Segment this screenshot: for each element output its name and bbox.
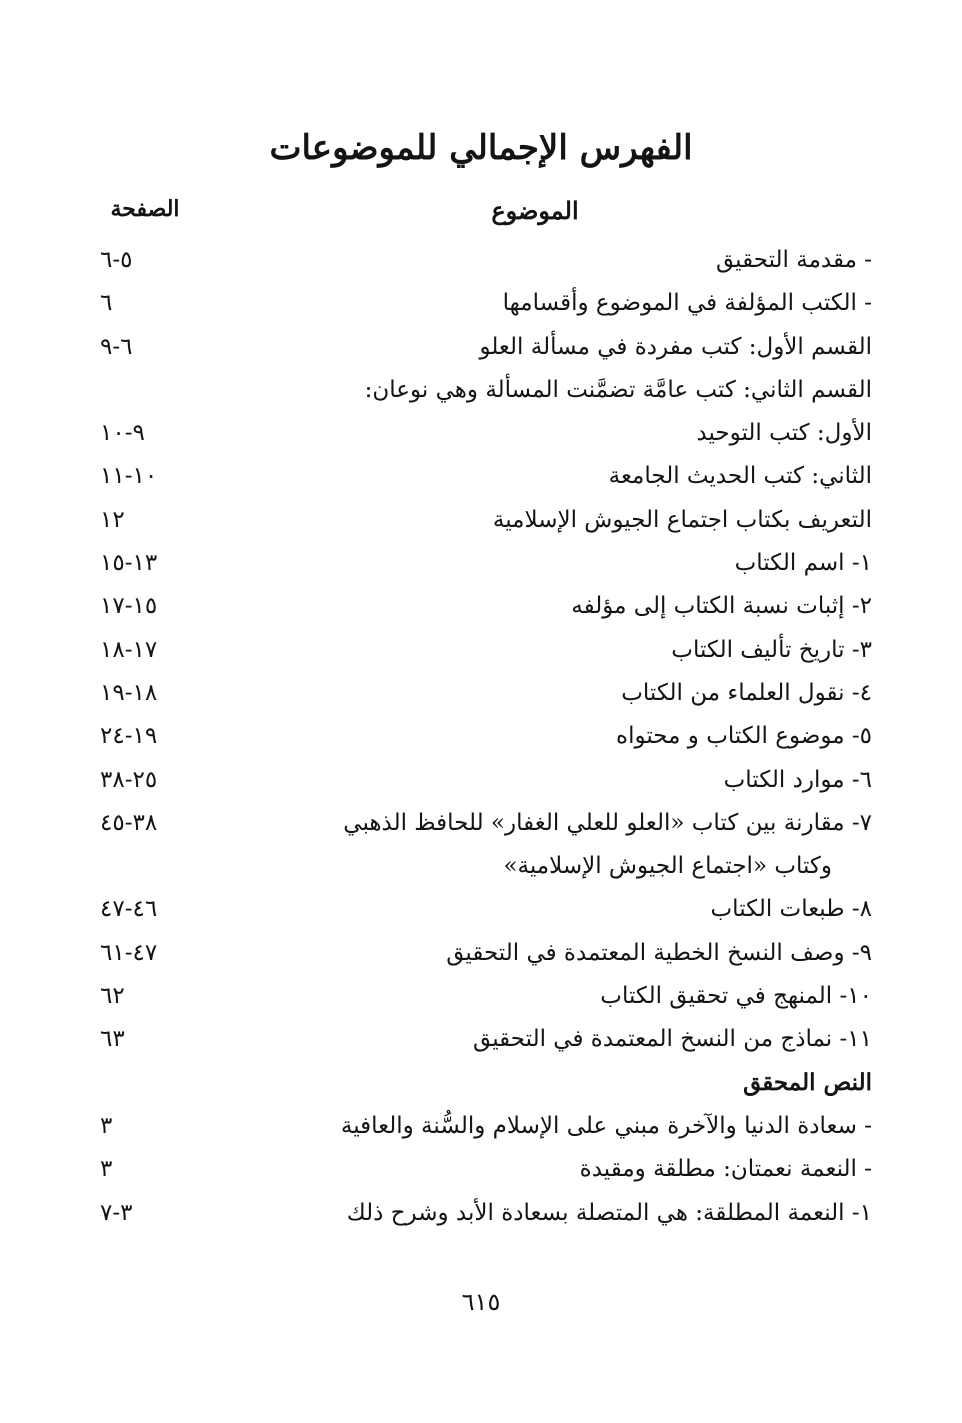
toc-row xyxy=(0,1019,962,1062)
toc-topic: ٥- موضوع الكتاب و محتواه xyxy=(616,723,872,750)
toc-topic: ٩- وصف النسخ الخطية المعتمدة في التحقيق xyxy=(446,939,872,966)
toc-page: ١٣-١٥ xyxy=(100,550,158,577)
toc-row xyxy=(0,846,962,889)
toc-page: ٦ xyxy=(100,290,113,317)
toc-topic: القسم الثاني: كتب عامَّة تضمَّنت المسألة وهي نوعان: xyxy=(364,376,872,403)
page-number: ٦١٥ xyxy=(461,1288,501,1316)
toc-topic: الثاني: كتب الحديث الجامعة xyxy=(608,463,872,490)
toc-page: ٣ xyxy=(100,1112,113,1139)
toc-page: ١٧-١٨ xyxy=(100,636,158,663)
toc-topic: - سعادة الدنيا والآخرة مبني على الإسلام والسُّنة والعافية xyxy=(340,1112,872,1139)
toc-page: ١٢ xyxy=(100,506,125,533)
toc-row xyxy=(0,370,962,413)
toc-topic: النص المحقق xyxy=(743,1068,872,1096)
toc-page: ٥-٦ xyxy=(100,247,133,273)
toc-row xyxy=(0,586,962,629)
toc-row xyxy=(0,413,962,456)
toc-page: ٤٧-٦١ xyxy=(100,939,158,966)
toc-page: ٣٨-٤٥ xyxy=(100,809,158,836)
toc-topic: - الكتب المؤلفة في الموضوع وأقسامها xyxy=(502,290,872,317)
toc-page: ٦٢ xyxy=(100,983,125,1010)
toc-row xyxy=(0,283,962,326)
toc-page: ٤٦-٤٧ xyxy=(100,896,158,923)
toc-topic: ٢- إثبات نسبة الكتاب إلى مؤلفه xyxy=(571,593,872,620)
toc-topic: ١١- نماذج من النسخ المعتمدة في التحقيق xyxy=(473,1026,872,1053)
toc-page: ١٨-١٩ xyxy=(100,679,158,706)
toc-row xyxy=(0,760,962,803)
toc-topic: - النعمة نعمتان: مطلقة ومقيدة xyxy=(579,1156,872,1183)
toc-page: ٦-٩ xyxy=(100,333,133,360)
toc-row xyxy=(0,543,962,586)
toc-row xyxy=(0,1193,962,1236)
toc-row xyxy=(0,500,962,543)
toc-topic: ٨- طبعات الكتاب xyxy=(710,896,872,923)
toc-topic: التعريف بكتاب اجتماع الجيوش الإسلامية xyxy=(492,506,872,533)
toc-topic: ١- اسم الكتاب xyxy=(734,550,872,577)
toc-list xyxy=(0,240,962,1236)
toc-topic: ٣- تاريخ تأليف الكتاب xyxy=(671,636,872,663)
toc-page: ١٩-٢٤ xyxy=(100,723,158,750)
toc-row xyxy=(0,933,962,976)
toc-page: ٩-١٠ xyxy=(100,420,145,447)
toc-row xyxy=(0,456,962,499)
toc-topic: ٦- موارد الكتاب xyxy=(723,766,872,793)
toc-topic: - مقدمة التحقيق xyxy=(715,247,872,273)
topic-column-header: الموضوع xyxy=(491,196,579,225)
toc-row xyxy=(0,1149,962,1192)
toc-row xyxy=(0,889,962,932)
toc-row xyxy=(0,327,962,370)
toc-topic: القسم الأول: كتب مفردة في مسألة العلو xyxy=(479,333,872,360)
toc-page: ١٥-١٧ xyxy=(100,593,158,620)
toc-page: ٦٣ xyxy=(100,1026,125,1053)
toc-page: ٣-٧ xyxy=(100,1199,133,1226)
toc-topic: ٧- مقارنة بين كتاب «العلو للعلي الغفار» للحافظ الذهبي xyxy=(343,809,872,836)
toc-page: ٣ xyxy=(100,1156,113,1183)
toc-topic: ١٠- المنهج في تحقيق الكتاب xyxy=(600,983,872,1010)
toc-row xyxy=(0,673,962,716)
page-column-header: الصفحة xyxy=(110,196,180,222)
toc-row xyxy=(0,716,962,759)
toc-page: ١٠-١١ xyxy=(100,463,158,490)
toc-row xyxy=(0,803,962,846)
toc-topic: ٤- نقول العلماء من الكتاب xyxy=(621,679,872,706)
toc-section-heading xyxy=(0,1063,962,1106)
toc-topic: وكتاب «اجتماع الجيوش الإسلامية» xyxy=(503,853,832,880)
toc-row xyxy=(0,1106,962,1149)
toc-page: ٢٥-٣٨ xyxy=(100,766,158,793)
toc-row xyxy=(0,240,962,283)
page-title: الفهرس الإجمالي للموضوعات xyxy=(269,128,693,168)
toc-topic: الأول: كتب التوحيد xyxy=(696,420,872,447)
toc-row xyxy=(0,976,962,1019)
toc-row xyxy=(0,630,962,673)
toc-topic: ١- النعمة المطلقة: هي المتصلة بسعادة الأبد وشرح ذلك xyxy=(346,1199,872,1226)
